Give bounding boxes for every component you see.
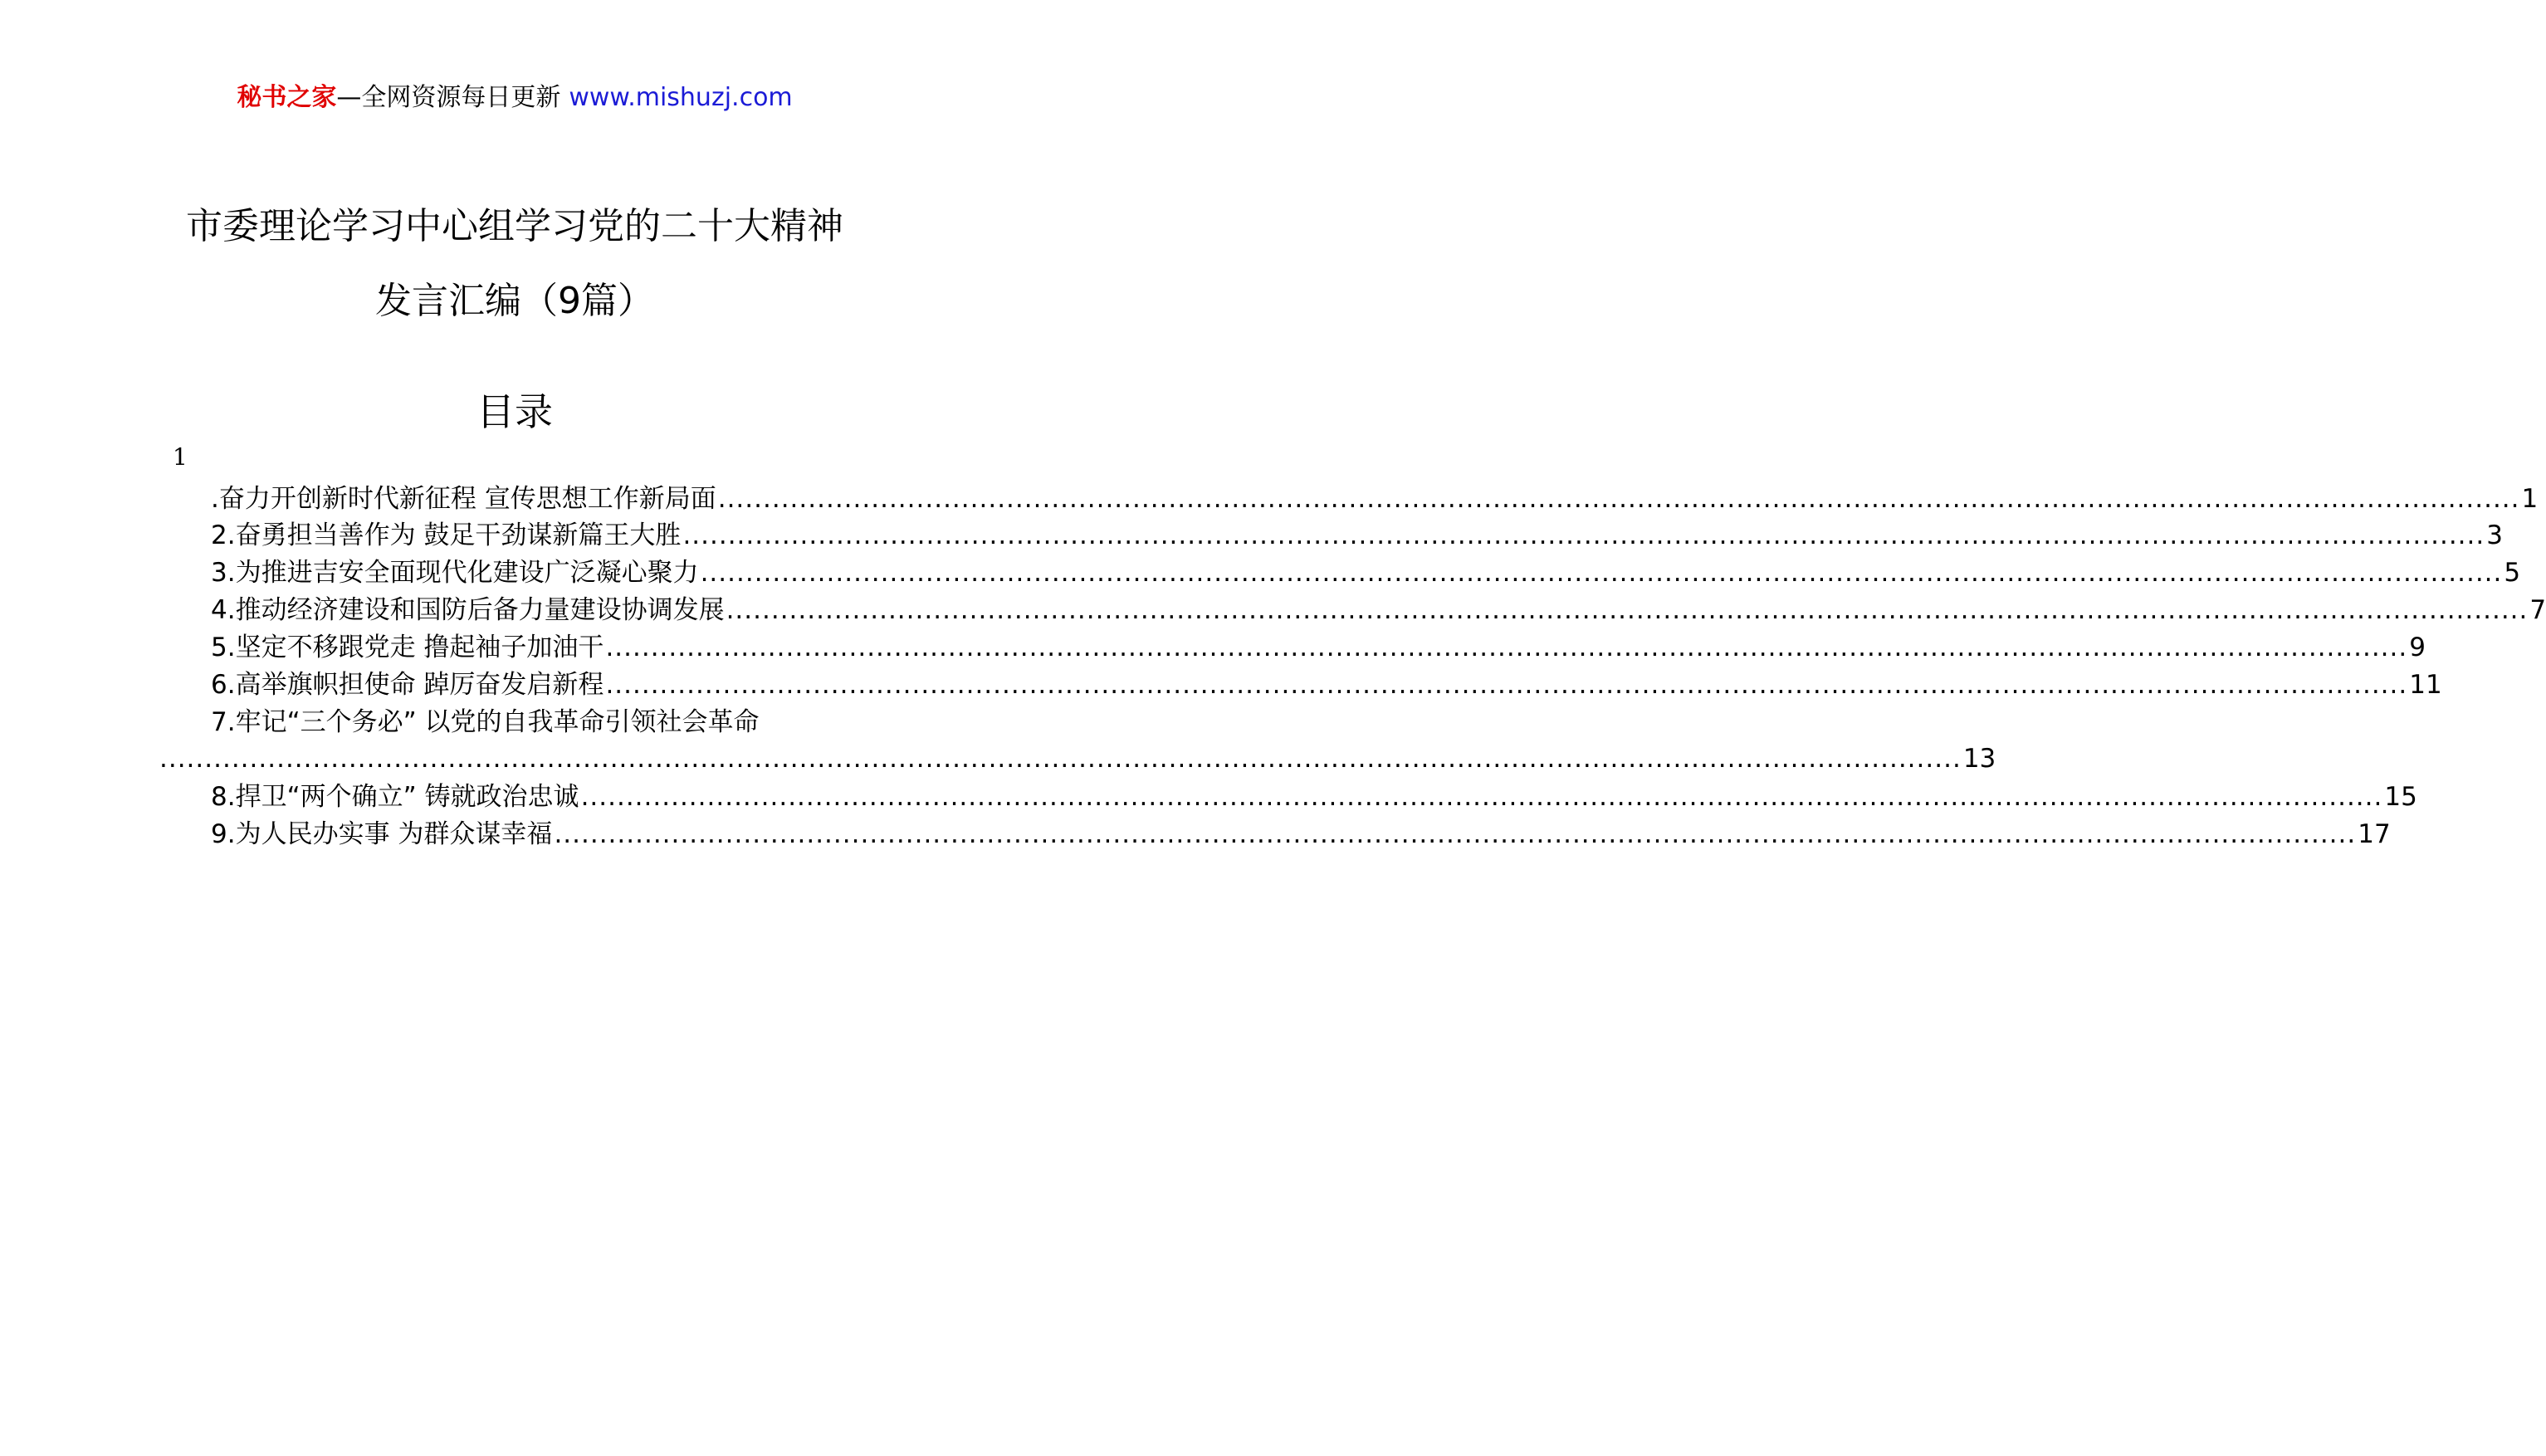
toc-entry-6[interactable]: [211, 667, 2442, 702]
toc-entry-title: 4.推动经济建设和国防后备力量建设协调发展: [211, 595, 725, 625]
toc-entry-page: 5: [2504, 558, 2521, 588]
brand-name: 秘书之家: [237, 83, 337, 112]
toc-entry-page: 15: [2384, 782, 2417, 812]
toc-entry-page: 17: [2358, 819, 2391, 849]
toc-entry-3[interactable]: [211, 555, 2521, 590]
toc-entry-title: .奋力开创新时代新征程 宣传思想工作新局面: [211, 484, 716, 514]
toc-leader-dots: ........................................................................................................................................................................................................: [682, 520, 2485, 550]
document-title-line-2: 发言汇编（9篇）: [375, 280, 654, 322]
toc-leader-dots: ........................................................................................................................................................................................................: [554, 819, 2357, 849]
toc-entry-5[interactable]: [211, 630, 2426, 665]
document-title-line-1: 市委理论学习中心组学习党的二十大精神: [186, 205, 843, 247]
toc-entry-4[interactable]: [211, 593, 2546, 628]
toc-entry-7[interactable]: [211, 705, 870, 740]
toc-leader-dots: ........................................................................................................................................................................................................: [717, 484, 2520, 514]
toc-entry-title: 7.牢记“三个务必” 以党的自我革命引领社会革命: [211, 707, 760, 737]
toc-entry-page: 7: [2529, 595, 2546, 625]
toc-entry-title: 2.奋勇担当善作为 鼓足干劲谋新篇王大胜: [211, 520, 682, 550]
toc-entry-page: 11: [2409, 670, 2442, 700]
tagline: —全网资源每日更新: [336, 83, 561, 112]
site-url-link[interactable]: www.mishuzj.com: [569, 83, 793, 112]
toc-entry-title: 9.为人民办实事 为群众谋幸福: [211, 819, 553, 849]
toc-entry-9[interactable]: [211, 817, 2391, 852]
toc-leader-dots: ........................................................................................................................................................................................................: [726, 595, 2529, 625]
toc-entry-title: 5.坚定不移跟党走 撸起袖子加油干: [211, 633, 604, 662]
toc-leader-dots: ........................................................................................................................................................................................................: [605, 633, 2408, 662]
toc-entry-page: 3: [2486, 520, 2503, 550]
toc-entry-8[interactable]: [211, 779, 2417, 814]
toc-heading: 目录: [476, 389, 553, 434]
toc-stray-number: 1: [173, 443, 188, 471]
toc-entry-1[interactable]: [211, 481, 2539, 516]
toc-entry-page: 1: [2521, 484, 2539, 514]
toc-entry-page: 9: [2409, 633, 2426, 662]
toc-entry-title: 8.捍卫“两个确立” 铸就政治忠诚: [211, 782, 579, 812]
toc-leader-dots: ........................................................................................................................................................................................................: [580, 782, 2383, 812]
toc-leader-dots: ........................................................................................................................................................................................................: [605, 670, 2408, 700]
toc-leader-dots: ........................................................................................................................................................................................................: [700, 558, 2503, 588]
toc-entry-page: 13: [1962, 744, 1996, 774]
toc-leader-dots: ........................................................................................................................................................................................................: [159, 744, 1962, 774]
site-header: [0, 81, 1029, 115]
toc-entry-title: 6.高举旗帜担使命 踔厉奋发启新程: [211, 670, 604, 700]
toc-entry-2[interactable]: [211, 518, 2503, 553]
toc-entry-title: 3.为推进吉安全面现代化建设广泛凝心聚力: [211, 558, 699, 588]
toc-entry-7-continuation[interactable]: [158, 741, 1996, 776]
